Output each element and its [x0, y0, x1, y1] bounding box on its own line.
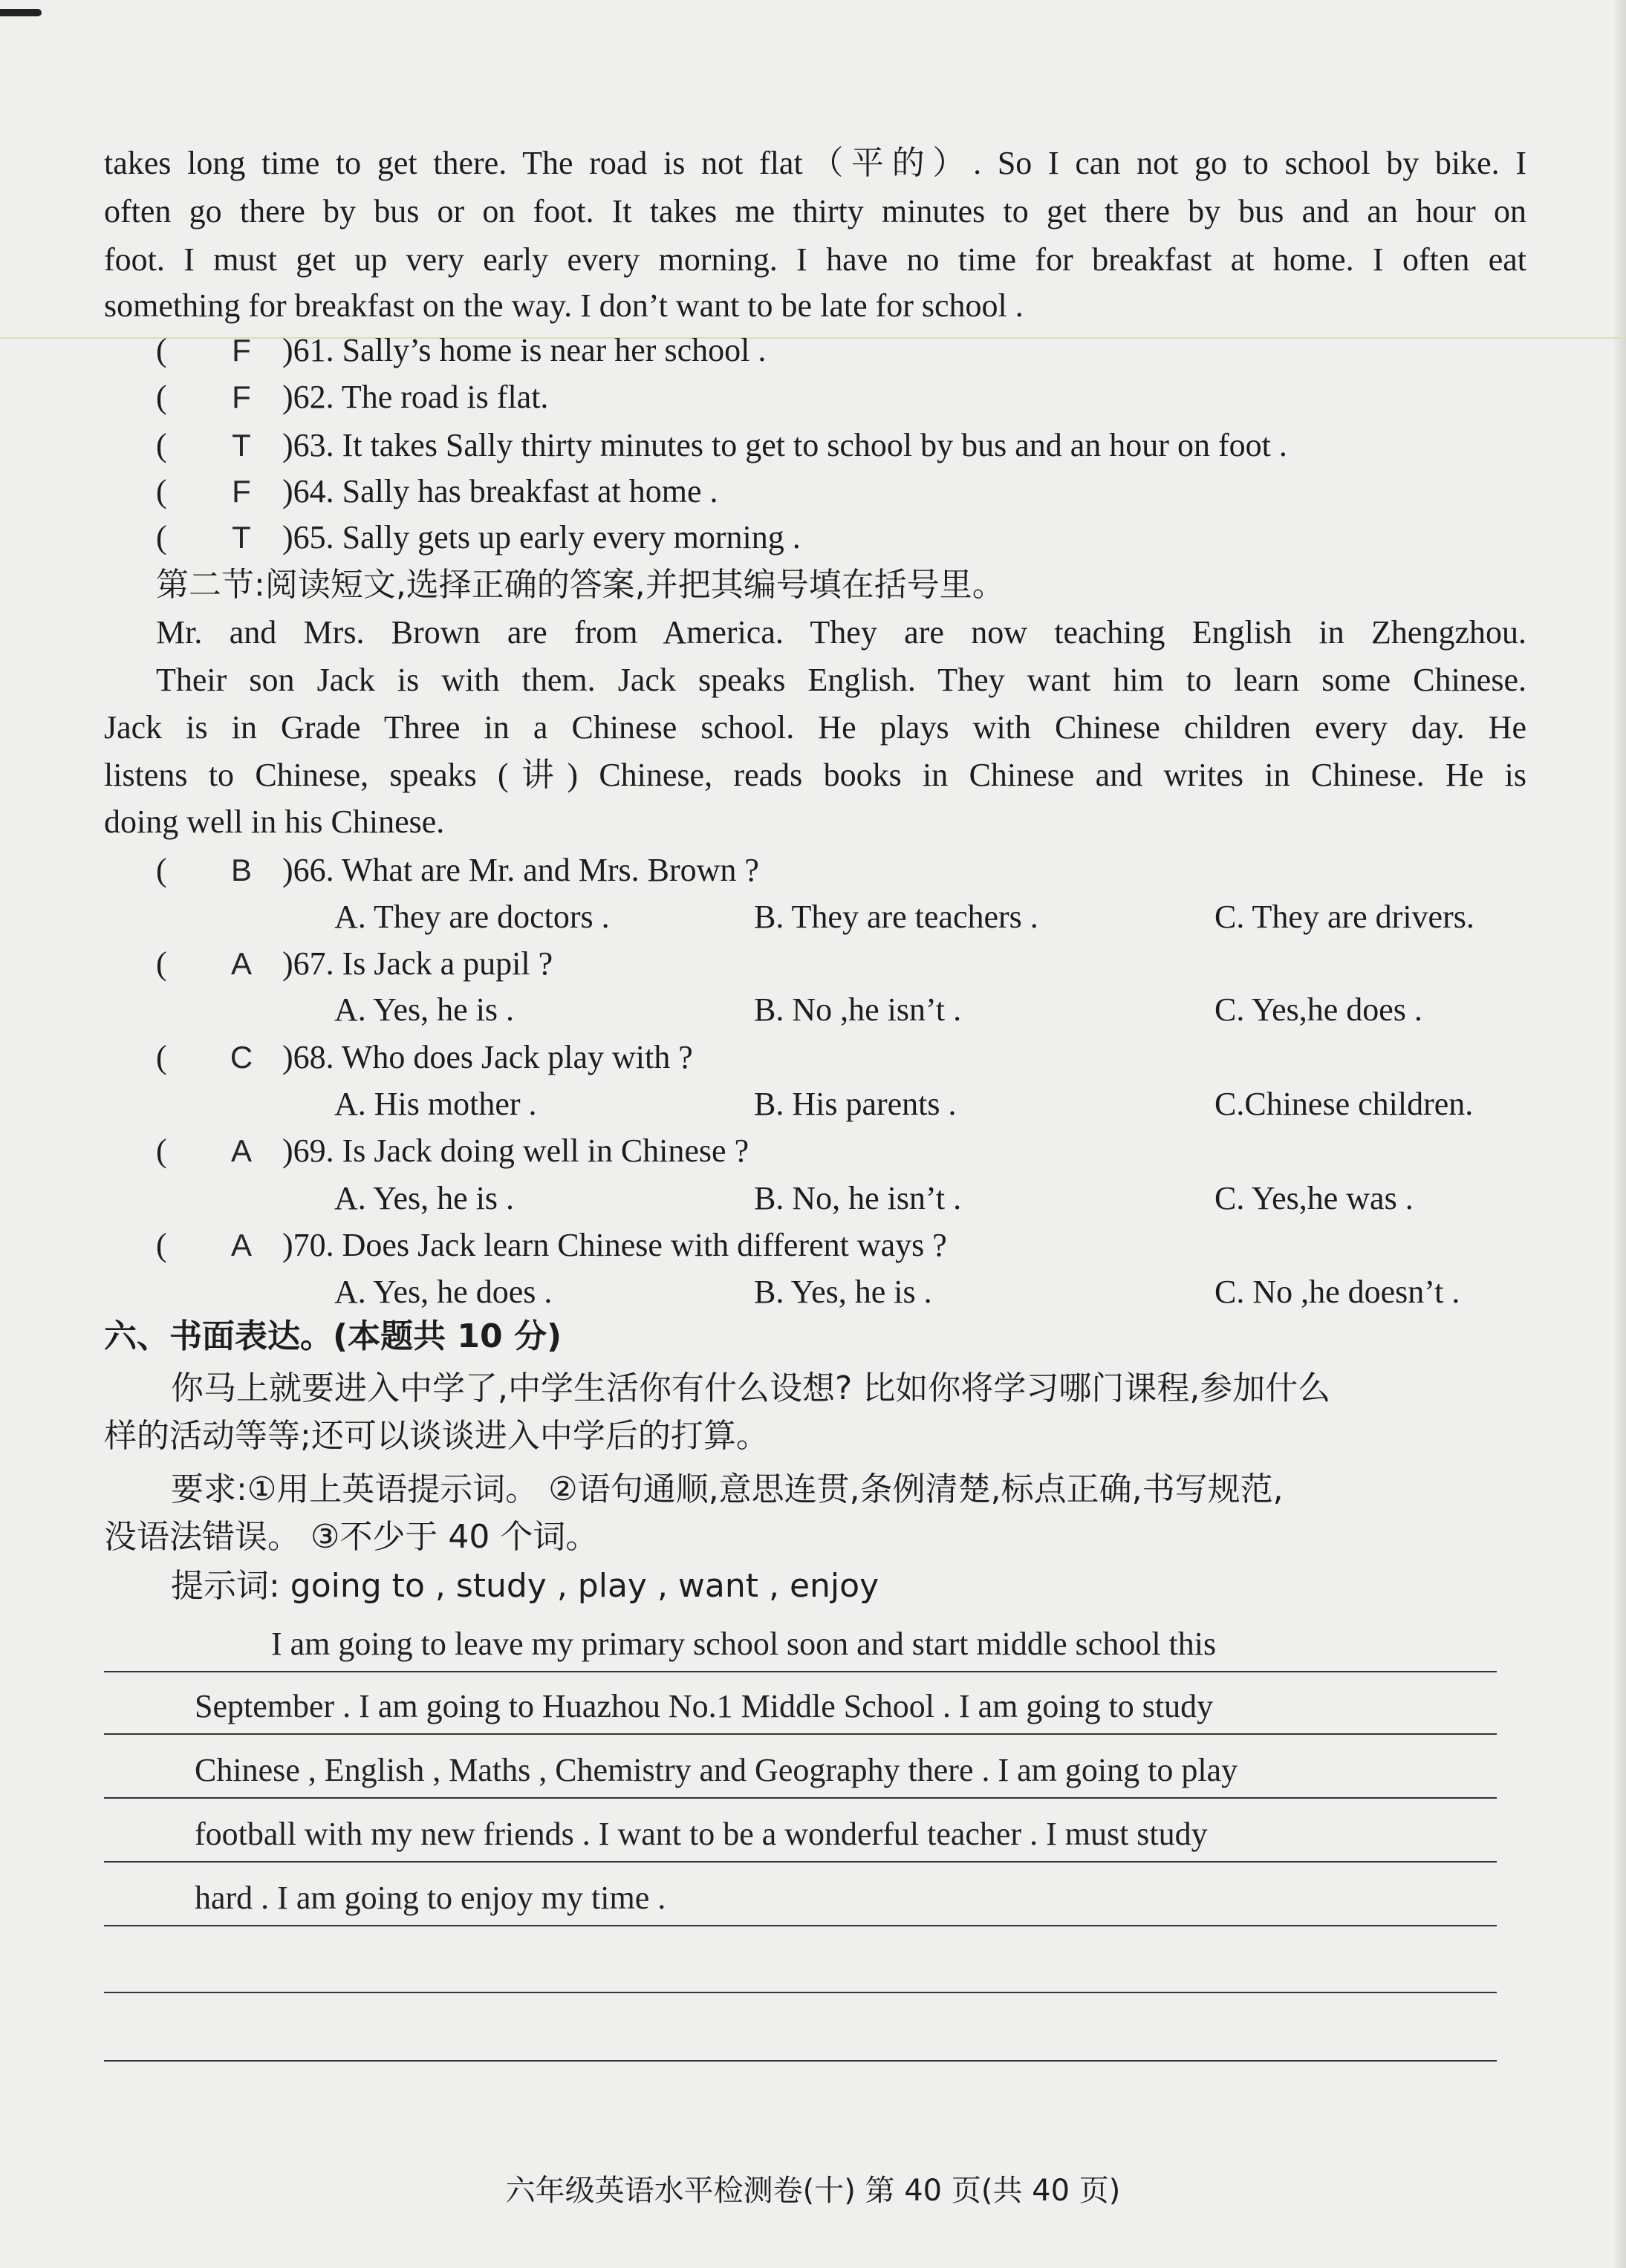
writing-line: [104, 1797, 1497, 1799]
question-text: )68. Who does Jack play with ?: [282, 1039, 693, 1075]
mc-question: [156, 847, 759, 894]
mc-question: [156, 1034, 693, 1081]
passage2-line: doing well in his Chinese.: [104, 804, 445, 840]
tf-question: [156, 374, 548, 421]
open-paren: (: [156, 1133, 167, 1169]
prompt-line: 你马上就要进入中学了,中学生活你有什么设想? 比如你将学习哪门课程,参加什么: [171, 1369, 1331, 1407]
option-b: B. His parents .: [754, 1086, 957, 1122]
mc-question: [156, 1222, 947, 1269]
requirement-line: 要求:①用上英语提示词。 ②语句通顺,意思连贯,条例清楚,标点正确,书写规范,: [171, 1470, 1284, 1508]
answer-mark: A: [230, 946, 252, 981]
answer-text-line: Chinese , English , Maths , Chemistry and Geography there . I am going to play: [195, 1752, 1238, 1788]
passage1-line: often go there by bus or on foot. It takes me thirty minutes to get there by bus and an hour on: [104, 193, 1526, 229]
question-text: )69. Is Jack doing well in Chinese ?: [282, 1133, 749, 1169]
hint-words: 提示词: going to , study , play , want , enjoy: [171, 1567, 879, 1605]
question-text: )64. Sally has breakfast at home .: [282, 473, 718, 509]
tf-question: [156, 422, 1287, 469]
passage1-line: takes long time to get there. The road is not flat（平的）. So I can not go to school by bike. I: [104, 145, 1526, 181]
question-text: )61. Sally’s home is near her school .: [282, 332, 767, 368]
writing-line: [104, 1671, 1497, 1672]
writing-line: [104, 1925, 1497, 1926]
mc-question: [156, 1127, 749, 1175]
passage1-line: something for breakfast on the way. I don’t want to be late for school .: [104, 287, 1024, 324]
question-text: )66. What are Mr. and Mrs. Brown ?: [282, 852, 759, 888]
section6-heading: 六、书面表达。(本题共 10 分): [104, 1317, 562, 1355]
option-a: A. Yes, he does .: [334, 1274, 553, 1310]
writing-line: [104, 2060, 1497, 2062]
tf-question: [156, 514, 801, 561]
question-text: )70. Does Jack learn Chinese with different ways ?: [282, 1227, 947, 1263]
option-a: A. Yes, he is .: [334, 991, 515, 1028]
writing-line: [104, 1733, 1497, 1735]
option-b: B. They are teachers .: [754, 899, 1038, 935]
answer-mark: T: [232, 428, 251, 463]
open-paren: (: [156, 852, 167, 888]
passage1-line: foot. I must get up very early every morning. I have no time for breakfast at home. I often eat: [104, 241, 1526, 278]
passage2-line: listens to Chinese, speaks (讲) Chinese, reads books in Chinese and writes in Chinese. He is: [104, 757, 1526, 793]
option-b: B. No, he isn’t .: [754, 1180, 962, 1216]
option-c: C. Yes,he was .: [1214, 1180, 1414, 1216]
answer-mark: F: [232, 333, 251, 368]
open-paren: (: [156, 379, 167, 415]
option-c: C. They are drivers.: [1214, 899, 1474, 935]
answer-mark: F: [232, 379, 251, 414]
open-paren: (: [156, 427, 167, 463]
open-paren: (: [156, 332, 167, 368]
writing-line: [104, 1861, 1497, 1863]
tf-question: [156, 327, 766, 374]
question-text: )62. The road is flat.: [282, 379, 549, 415]
requirement-line: 没语法错误。 ③不少于 40 个词。: [104, 1518, 599, 1556]
answer-mark: C: [230, 1040, 253, 1075]
option-c: C.Chinese children.: [1214, 1086, 1474, 1122]
answer-mark: A: [230, 1133, 252, 1168]
page-footer: 六年级英语水平检测卷(十) 第 40 页(共 40 页): [505, 2174, 1121, 2208]
question-text: )67. Is Jack a pupil ?: [282, 945, 553, 982]
scan-corner-mark: [0, 9, 42, 16]
prompt-line: 样的活动等等;还可以谈谈进入中学后的打算。: [104, 1417, 769, 1455]
question-text: )65. Sally gets up early every morning .: [282, 519, 801, 555]
open-paren: (: [156, 473, 167, 509]
option-b: B. Yes, he is .: [754, 1274, 932, 1310]
section2-heading: 第二节:阅读短文,选择正确的答案,并把其编号填在括号里。: [156, 566, 1005, 604]
option-a: A. Yes, he is .: [334, 1180, 515, 1216]
option-c: C. No ,he doesn’t .: [1214, 1274, 1460, 1310]
answer-text-line: September . I am going to Huazhou No.1 Middle School . I am going to study: [195, 1688, 1214, 1724]
answer-mark: T: [232, 520, 251, 555]
answer-mark: B: [230, 853, 252, 887]
page-edge-shadow: [1613, 0, 1626, 2268]
passage2-line: Mr. and Mrs. Brown are from America. They are now teaching English in Zhengzhou.: [156, 614, 1526, 651]
open-paren: (: [156, 519, 167, 555]
passage2-line: Their son Jack is with them. Jack speaks English. They want him to learn some Chinese.: [156, 662, 1526, 698]
writing-line: [104, 1992, 1497, 1993]
tf-question: [156, 468, 718, 515]
answer-mark: A: [230, 1228, 252, 1262]
mc-question: [156, 940, 553, 988]
question-text: )63. It takes Sally thirty minutes to get to school by bus and an hour on foot .: [282, 427, 1287, 463]
open-paren: (: [156, 1227, 167, 1263]
answer-text-line: hard . I am going to enjoy my time .: [195, 1880, 666, 1916]
open-paren: (: [156, 945, 167, 982]
passage2-line: Jack is in Grade Three in a Chinese school. He plays with Chinese children every day. He: [104, 709, 1526, 746]
option-a: A. His mother .: [334, 1086, 537, 1122]
option-c: C. Yes,he does .: [1214, 991, 1422, 1028]
answer-text-line: I am going to leave my primary school soon and start middle school this: [271, 1626, 1217, 1662]
option-b: B. No ,he isn’t .: [754, 991, 962, 1028]
option-a: A. They are doctors .: [334, 899, 610, 935]
open-paren: (: [156, 1039, 167, 1075]
answer-mark: F: [232, 474, 251, 509]
answer-text-line: football with my new friends . I want to be a wonderful teacher . I must study: [195, 1816, 1208, 1852]
